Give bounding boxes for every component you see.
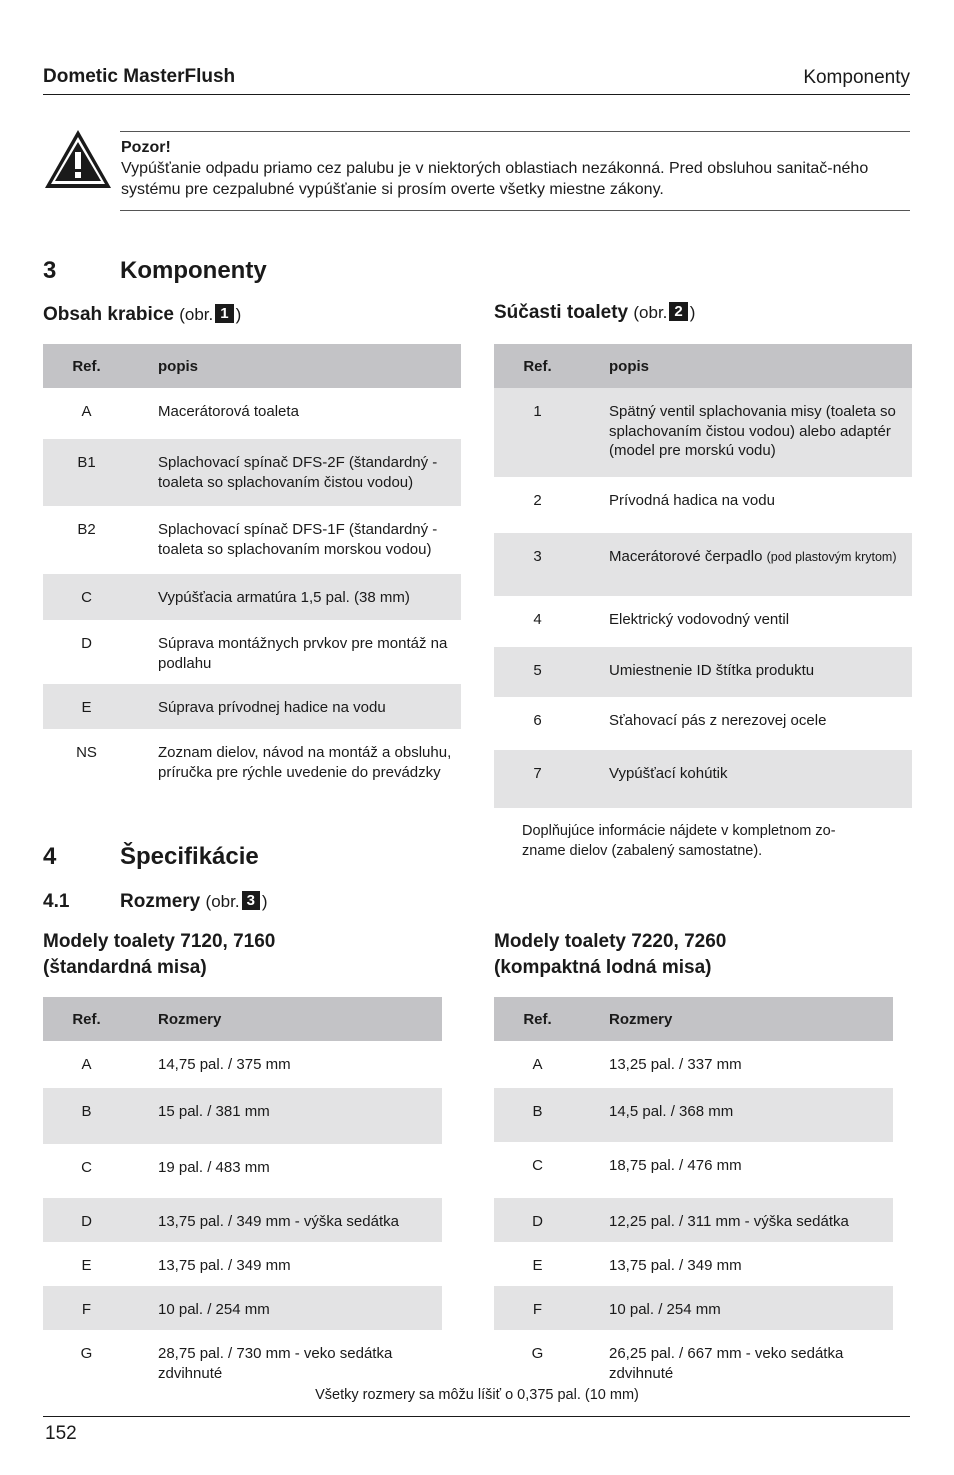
col-desc-header: popis xyxy=(130,344,461,388)
table-cell-desc: 28,75 pal. / 730 mm - veko sedátka zdvihnuté xyxy=(158,1345,393,1382)
table-cell-desc: Splachovací spínač DFS-2F (štandardný - toaleta so splachovaním čistou vodou) xyxy=(130,439,461,506)
table-cell-desc: Umiestnenie ID štítka produktu xyxy=(581,647,912,697)
col-ref-header: Ref. xyxy=(43,997,130,1041)
table-cell-desc: Prívodná hadica na vodu xyxy=(609,492,775,509)
footer-rule xyxy=(43,1416,910,1417)
table-cell-ref: C xyxy=(43,574,130,620)
table-cell-desc: 13,75 pal. / 349 mm xyxy=(158,1257,291,1274)
table-cell-desc: 10 pal. / 254 mm xyxy=(581,1286,893,1330)
subsection-number: 4.1 xyxy=(43,891,70,912)
figure-ref-text: (obr. xyxy=(633,303,668,322)
table-cell-ref: E xyxy=(532,1257,543,1274)
table-cell-ref: 7 xyxy=(494,750,581,808)
parts-note: Doplňujúce informácie nájdete v kompletnom zo-zname dielov (zabalený samostatne). xyxy=(522,823,836,859)
dims-left-heading xyxy=(43,929,275,981)
dims-left-table xyxy=(43,997,442,1383)
col-ref-header: Ref. xyxy=(43,344,130,388)
table-cell-desc: 14,75 pal. / 375 mm xyxy=(158,1056,291,1073)
table-cell-ref: G xyxy=(531,1345,544,1362)
dims-left-subtitle: (štandardná misa) xyxy=(43,957,207,978)
table-cell-desc: Elektrický vodovodný ventil xyxy=(609,611,790,628)
toilet-parts-table xyxy=(494,344,912,808)
figure-ref-close: ) xyxy=(689,303,696,322)
section-number: 3 xyxy=(43,257,57,284)
section-3-heading xyxy=(43,257,267,285)
table-cell-ref: A xyxy=(532,1056,543,1073)
dims-right-subtitle: (kompaktná lodná misa) xyxy=(494,957,712,978)
col-ref-header: Ref. xyxy=(494,344,581,388)
table-cell-ref: C xyxy=(81,1159,92,1176)
part-note: (pod plastovým krytom) xyxy=(766,550,897,564)
table-cell-ref: B xyxy=(494,1088,581,1142)
table-cell-ref: 1 xyxy=(494,388,581,477)
box-contents-heading xyxy=(43,304,241,326)
figure-badge: 2 xyxy=(669,302,687,321)
section-title: Komponenty xyxy=(120,257,267,284)
section-title: Špecifikácie xyxy=(120,843,259,870)
figure-badge: 1 xyxy=(215,304,233,323)
dims-left-title: Modely toalety 7120, 7160 xyxy=(43,931,276,952)
table-cell-desc: Vypúšťací kohútik xyxy=(581,750,912,808)
figure-ref-close: ) xyxy=(235,305,242,324)
box-contents-title: Obsah krabice xyxy=(43,304,174,325)
table-cell-desc: Súprava montážnych prvkov pre montáž na podlahu xyxy=(158,635,448,672)
table-cell-desc: 18,75 pal. / 476 mm xyxy=(609,1157,742,1174)
table-cell-ref: F xyxy=(494,1286,581,1330)
table-cell-ref: E xyxy=(81,1257,92,1274)
warning-triangle-icon xyxy=(43,128,113,190)
dims-right-title: Modely toalety 7220, 7260 xyxy=(494,931,727,952)
table-cell-desc: 14,5 pal. / 368 mm xyxy=(581,1088,893,1142)
table-cell-desc: 13,25 pal. / 337 mm xyxy=(609,1056,742,1073)
table-cell-ref: B xyxy=(43,1088,130,1144)
table-cell-desc: Spätný ventil splachovania misy (toaleta so splachovaním čistou vodou) alebo adaptér (model pre morskú vodu) xyxy=(581,388,912,477)
table-cell-ref: F xyxy=(43,1286,130,1330)
figure-ref-text: (obr. xyxy=(179,305,214,324)
table-cell-ref: A xyxy=(81,403,92,420)
tolerance-note: Všetky rozmery sa môžu líšiť o 0,375 pal. (10 mm) xyxy=(315,1387,639,1403)
table-cell-ref: B2 xyxy=(77,521,96,538)
table-cell-desc: 13,75 pal. / 349 mm - výška sedátka xyxy=(130,1198,442,1242)
table-cell-desc: Vypúšťacia armatúra 1,5 pal. (38 mm) xyxy=(130,574,461,620)
table-cell-ref: D xyxy=(81,635,92,652)
table-cell-desc: Zoznam dielov, návod na montáž a obsluhu, príručka pre rýchle uvedenie do prevádzky xyxy=(158,744,452,781)
page-number: 152 xyxy=(45,1423,77,1444)
table-cell-ref: D xyxy=(494,1198,581,1242)
dims-right-table xyxy=(494,997,893,1383)
table-cell-ref: B1 xyxy=(43,439,130,506)
table-cell-ref: C xyxy=(532,1157,543,1174)
figure-badge: 3 xyxy=(242,891,260,910)
table-cell-desc: 19 pal. / 483 mm xyxy=(158,1159,270,1176)
table-cell-ref: 2 xyxy=(533,492,542,509)
section-number: 4 xyxy=(43,843,57,870)
table-cell-desc: 12,25 pal. / 311 mm - výška sedátka xyxy=(581,1198,893,1242)
header-rule xyxy=(43,94,910,95)
warning-title: Pozor! xyxy=(121,139,171,156)
running-header: Komponenty xyxy=(803,67,910,88)
toilet-parts-title: Súčasti toalety xyxy=(494,302,629,323)
col-desc-header: Rozmery xyxy=(581,997,893,1041)
toilet-parts-heading xyxy=(494,302,695,324)
table-cell-desc: 15 pal. / 381 mm xyxy=(130,1088,442,1144)
warning-top-rule xyxy=(120,131,910,132)
brand-title: Dometic MasterFlush xyxy=(43,66,236,87)
subsection-title: Rozmery xyxy=(120,891,201,912)
table-cell-desc: 10 pal. / 254 mm xyxy=(130,1286,442,1330)
table-cell-ref: D xyxy=(43,1198,130,1242)
table-cell-ref: 5 xyxy=(494,647,581,697)
table-cell-desc: Súprava prívodnej hadice na vodu xyxy=(130,684,461,729)
table-cell-desc: Splachovací spínač DFS-1F (štandardný - toaleta so splachovaním morskou vodou) xyxy=(158,521,438,558)
table-cell-desc xyxy=(581,533,912,596)
table-cell-ref: 4 xyxy=(533,611,542,628)
box-contents-table xyxy=(43,344,461,811)
subsection-4-1-heading xyxy=(43,891,268,913)
figure-ref-text: (obr. xyxy=(205,892,240,911)
table-cell-ref: NS xyxy=(76,744,97,761)
table-cell-ref: E xyxy=(43,684,130,729)
dims-right-heading xyxy=(494,929,726,981)
warning-text: Vypúšťanie odpadu priamo cez palubu je v niektorých oblastiach nezákonná. Pred obsluhou sanitač-ného systému pre cezpalubné vypúšťanie si prosím overte všetky miestne zákony. xyxy=(121,160,869,198)
table-cell-desc: 13,75 pal. / 349 mm xyxy=(609,1257,742,1274)
col-desc-header: Rozmery xyxy=(130,997,442,1041)
col-desc-header: popis xyxy=(581,344,912,388)
figure-ref-close: ) xyxy=(261,892,268,911)
part-name: Macerátorové čerpadlo xyxy=(609,548,763,565)
table-cell-ref: G xyxy=(80,1345,93,1362)
warning-bottom-rule xyxy=(120,210,910,211)
table-cell-desc: Sťahovací pás z nerezovej ocele xyxy=(609,712,827,729)
table-cell-ref: 3 xyxy=(494,533,581,596)
table-cell-desc: 26,25 pal. / 667 mm - veko sedátka zdvihnuté xyxy=(609,1345,844,1382)
col-ref-header: Ref. xyxy=(494,997,581,1041)
table-cell-desc: Macerátorová toaleta xyxy=(158,403,299,420)
section-4-heading xyxy=(43,843,259,871)
table-cell-ref: A xyxy=(81,1056,92,1073)
table-cell-ref: 6 xyxy=(533,712,542,729)
